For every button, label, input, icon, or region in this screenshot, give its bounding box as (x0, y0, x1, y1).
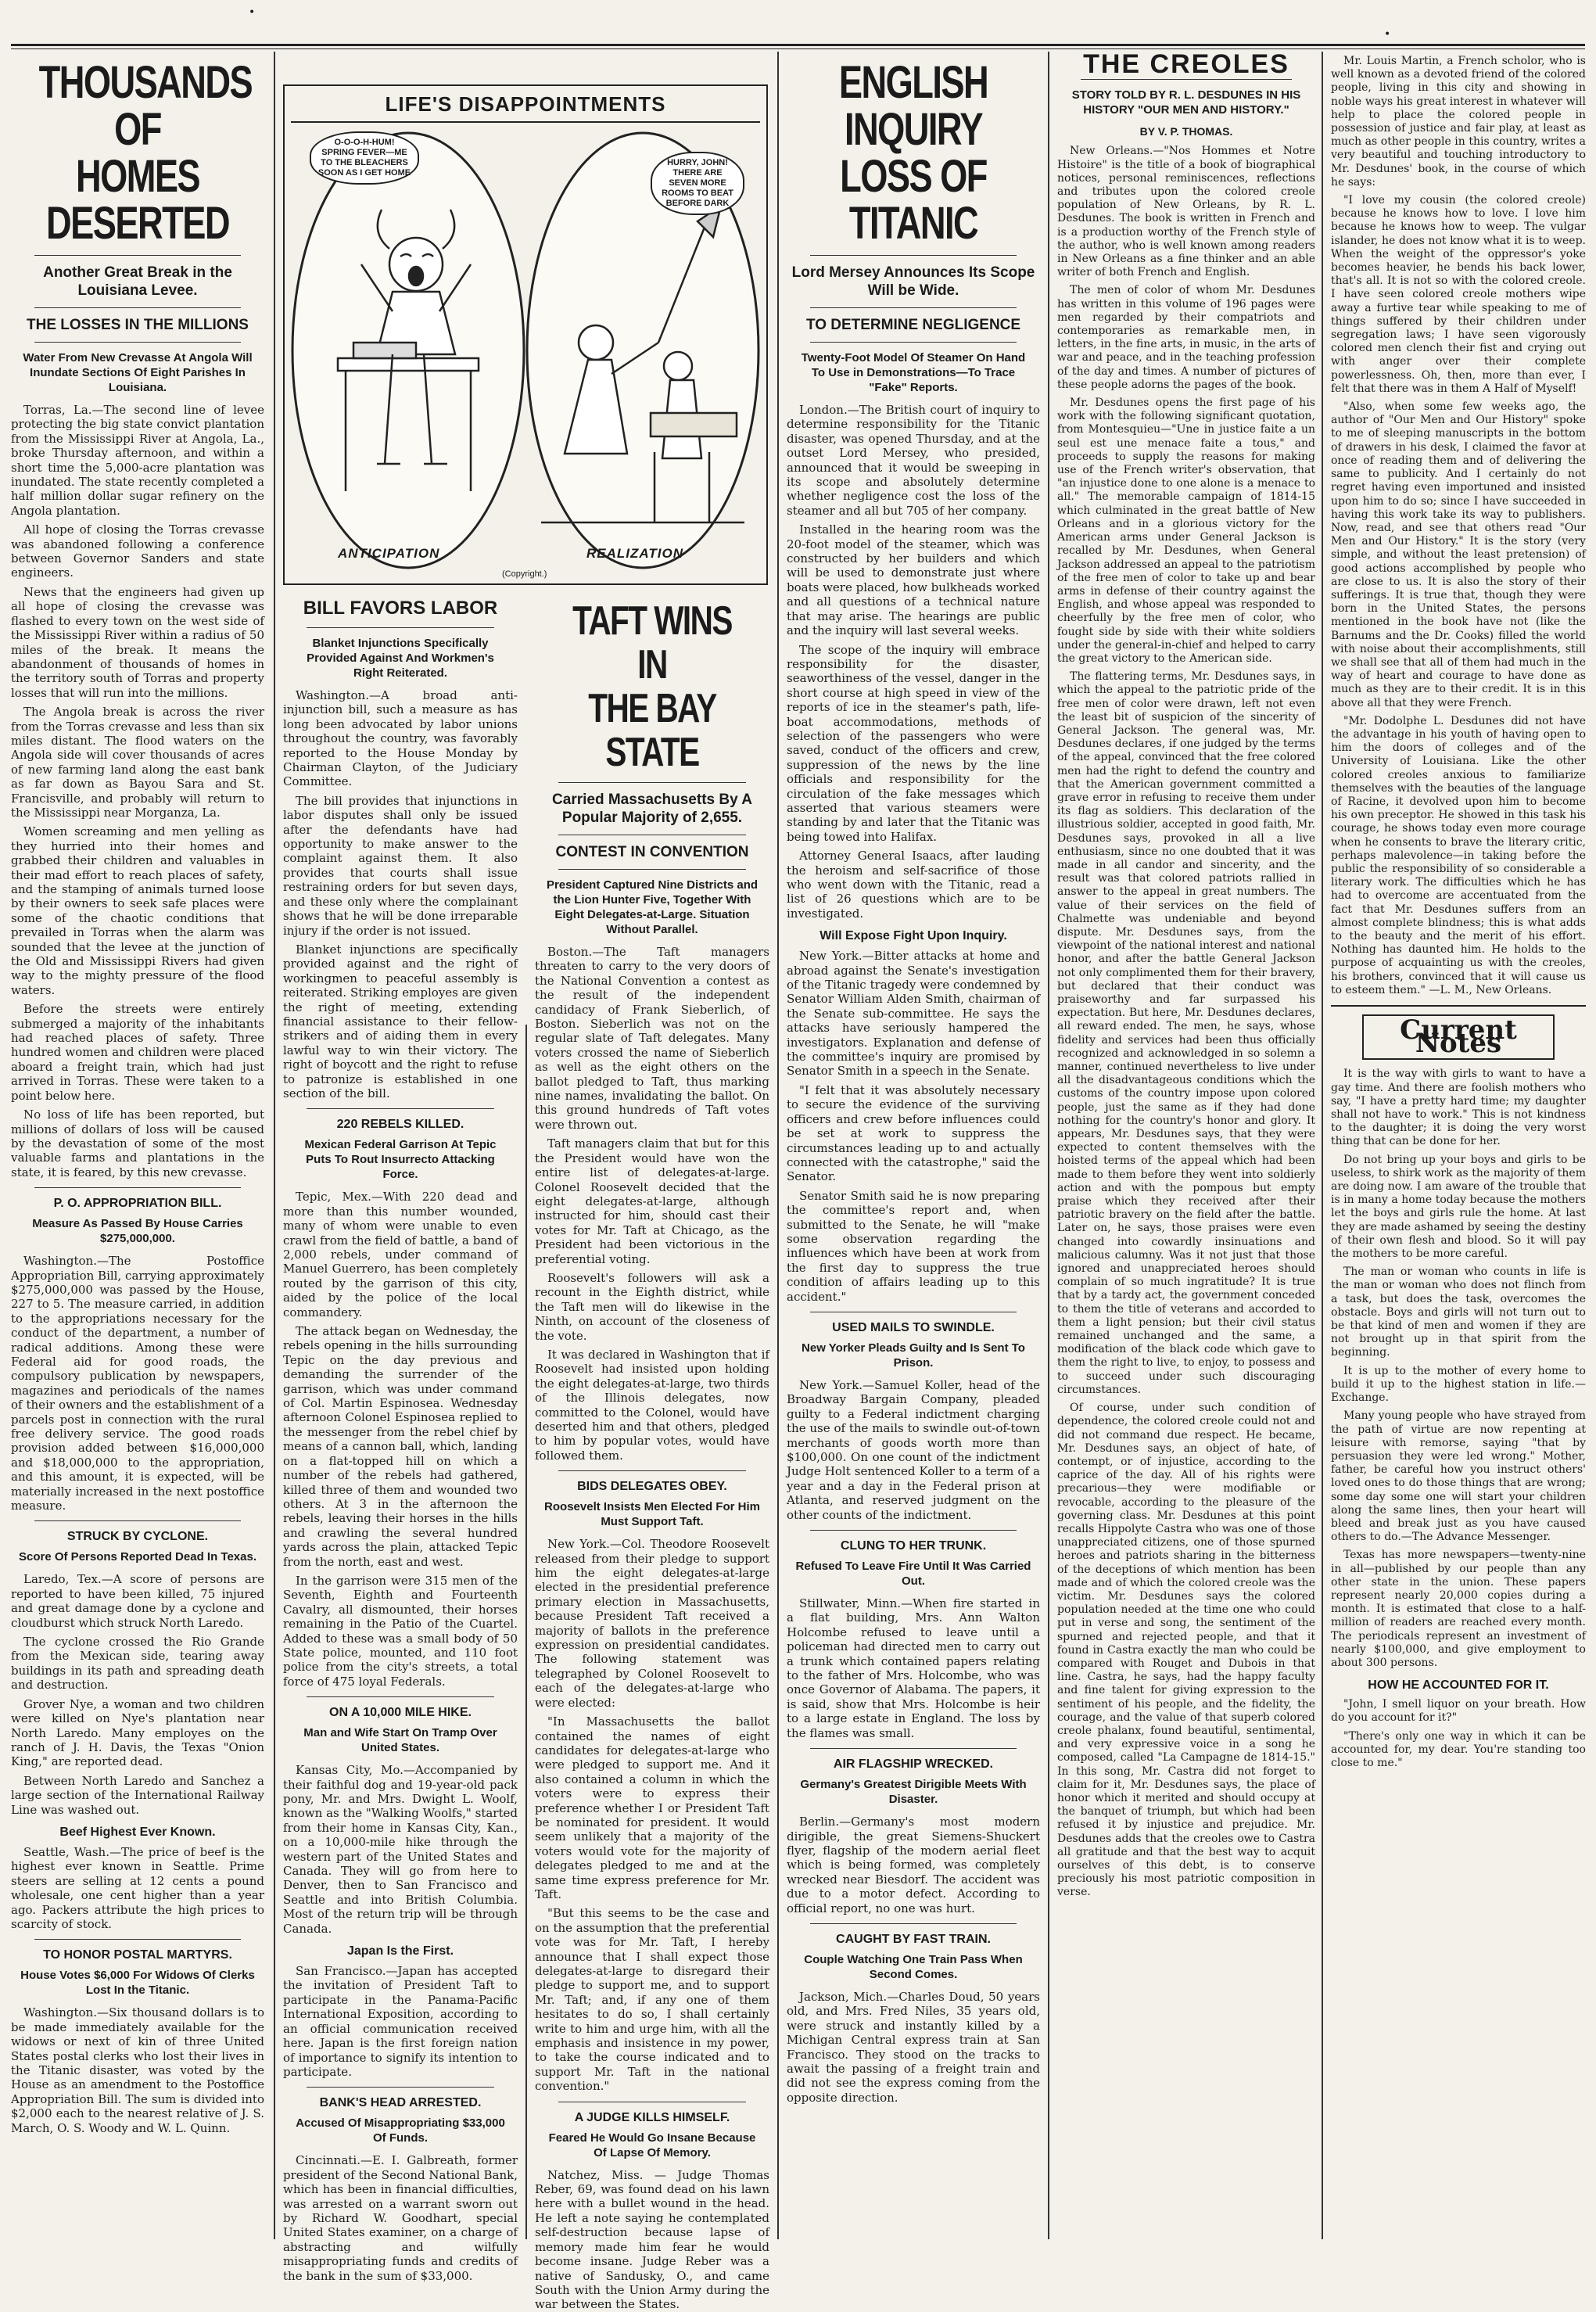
headline-bill-favors-labor: BILL FAVORS LABOR (303, 598, 498, 619)
paragraph: No loss of life has been reported, but millions of dollars of loss will be caused by the devastation of some of the most valuable farms and plantations in the state, it is feared, by this new crevasse. (11, 1108, 264, 1179)
paragraph: Cincinnati.—E. I. Galbreath, former president of the Second National Bank, which has been in financial difficulties, was arrested on a warrant sworn out by Richard W. Goodhart, special United States examiner, on a charge of abstracting and wilfully misappropriating funds and credits of the bank in the sum of $33,000. (283, 2153, 518, 2283)
column-divider (777, 52, 779, 2239)
paragraph: New York.—Bitter attacks at home and abroad against the Senate's investigation of the Titanic tragedy were condemned by Senator William Alden Smith, chairman of the Senate sub-committee. He says the attacks have seriously hampered the investigators. Explanation and defense of the committee's inquiry are promised by Senator Smith in a speech in the Senate. (787, 949, 1040, 1079)
deck-massachusetts: Carried Massachusetts By A Popular Majority of 2,655. (552, 792, 752, 826)
paragraph: In the garrison were 315 men of the Seventh, Eighth and Fourteenth Cavalry, all dismounted, their horses remaining in the Patio of the Cuartel. Added to these was a small body of 50 State police, mounted, and 110 foot police from the city's streets, a total force of 475 loyal Federals. (283, 1573, 518, 1689)
current-notes-title: Current Notes (1362, 1014, 1555, 1060)
deck-model: Twenty-Foot Model Of Steamer On Hand To Use in Demonstrations—To Trace "Fake" Reports. (801, 351, 1026, 394)
story-headline: A JUDGE KILLS HIMSELF. (574, 2110, 730, 2124)
paragraph: It is up to the mother of every home to build it up to the highest station in life.—Exchange. (1331, 1364, 1586, 1405)
paragraph: Blanket injunctions are specifically provided against and the right of workingmen to peaceful assembly is reiterated. Striking employes are given the right of meeting, extending financial assistance to their fellow-strikers and of aiding them in every lawful way to win their victory. The right of boycott and the right to refuse to patronize is established in one section of the bill. (283, 942, 518, 1100)
story-deck: Blanket Injunctions Specifically Provided Against And Workmen's Right Reiterated. (307, 637, 494, 680)
paragraph: Taft managers claim that but for this the President would have won the entire list of delegates-at-large. Colonel Roosevelt decided that the eight delegates-at-large, although instructed for him, should cast their votes for Mr. Taft at Chicago, as the President had been victorious in the preferential voting. (535, 1136, 769, 1266)
paragraph: The scope of the inquiry will embrace responsibility for the disaster, seaworthiness of the vessel, danger in the short course at high speed in view of the reports of ice in the steamer's path, life-boat accommodations, methods of selection of the passengers who were saved, conduct of the officers and crew, suppression of the news by the line officials and responsibility for the circulation of the fake messages which asserted that various steamers were standing by and later that the Titanic was being towed into Halifax. (787, 642, 1040, 844)
column-divider (1048, 52, 1049, 2239)
headline-taft-wins: TAFT WINS IN THE BAY STATE (572, 598, 732, 775)
paragraph: Senator Smith said he is now preparing the committee's report and, when submitted to the Senate, he will "make some observation regarding the influences which have been at work from the first day to suppress the true condition of affairs leading up to this accident." (787, 1188, 1040, 1304)
paragraph: Roosevelt's followers will ask a recount in the Eighth district, while the Taft men will do likewise in the Ninth, on account of the closeness of the vote. (535, 1270, 769, 1343)
paragraph: Kansas City, Mo.—Accompanied by their faithful dog and 19-year-old pack pony, Mr. and Mrs. Dwight L. Woolf, known as the "Walking Woolfs," started from their home in Kansas City, Kan., on a 10,000-mile hike through the western part of the United States and Canada. They will go from here to Denver, then to San Francisco and Seattle and into British Columbia. Most of the return trip will be through Canada. (283, 1763, 518, 1936)
paragraph: New York.—Samuel Koller, head of the Broadway Bargain Company, pleaded guilty to a Federal indictment charging the use of the mails to swindle out-of-town merchants of goods worth more than $100,000. On one count of the indictment Judge Holt sentenced Koller to a term of a year and a day in the Federal prison at Atlanta, and reserved judgment on the other counts of the indictment. (787, 1377, 1040, 1522)
story-deck: Couple Watching One Train Pass When Second Comes. (804, 1952, 1023, 1981)
story-deck: Germany's Greatest Dirigible Meets With Disaster. (800, 1778, 1027, 1807)
paragraph: News that the engineers had given up all hope of closing the crevasse was flashed to every town on the west side of the Mississippi River within a radius of 50 miles of the break. It means the abandonment of thousands of homes in the territory south of Torras and property losses that will run into the millions. (11, 584, 264, 700)
story-headline: CAUGHT BY FAST TRAIN. (836, 1932, 991, 1946)
paragraph: "Also, when some few weeks ago, the author of "Our Men and Our History" spoke to me of sleeping manuscripts in the bottom of drawers in his desk, I claimed the favor at once of reading them and of delivering the same to publicity. And I certainly do not regret having even importuned and insisted upon him to do so; since I have succeeded in having this work take its way to publishers. Now, read, and see that others read "Our Men and Our History." It is the story (very simple, and without the least pretension) of good actions accomplished by people who are close to us. It is also the story of their sufferings. It is true that, though they were born in the United States, the persons mentioned in the book have not (like the Barnums and the Dr. Cooks) filled the world with noise about their accomplishments, still we shall see that all of them had much in the way of heart and courage to have done as much as they are to their credit. It is in this above all that they were French. (1331, 400, 1586, 709)
deck-levee-break: Another Great Break in the Louisiana Levee. (43, 264, 232, 299)
cartoon-lifes-disappointments (283, 84, 768, 585)
paragraph: The cyclone crossed the Rio Grande from the Mexican side, tearing away buildings in its path and spreading death and destruction. (11, 1635, 264, 1693)
story-deck: Feared He Would Go Insane Because Of Lapse Of Memory. (548, 2131, 756, 2159)
column-divider (1322, 52, 1323, 2239)
story-deck: Mexican Federal Garrison At Tepic Puts To Rout Insurrecto Attacking Force. (304, 1138, 497, 1182)
paragraph: San Francisco.—Japan has accepted the invitation of President Taft to participate in the Panama-Pacific International Exposition, according to an official communication received here. Japan is the first foreign nation of importance to signify its intention to participate. (283, 1964, 518, 2079)
story-deck: House Votes $6,000 For Widows Of Clerks Lost In the Titanic. (20, 1969, 255, 1998)
paragraph: It is the way with girls to want to have a gay time. And there are foolish mothers who say, "I have a pretty hard time; my daughter shall not have to work." This is not kindness to the daughter; it is doing the very worst thing that can be done for her. (1331, 1068, 1586, 1148)
paragraph: Women screaming and men yelling as they hurried into their homes and grabbed their children and valuables in their mad effort to reach places of safety, and the stamping of animals turned loose by their owners to seek safe places were some of the chaotic conditions that prevailed in Torras when the alarm was sounded that the levee at the junction of the Old and Mississippi Rivers had given way to the mighty pressure of the flood waters. (11, 824, 264, 997)
story-headline: USED MAILS TO SWINDLE. (832, 1320, 995, 1334)
deck-losses: THE LOSSES IN THE MILLIONS (27, 317, 249, 333)
story-headline: TO HONOR POSTAL MARTYRS. (43, 1948, 232, 1962)
paragraph: "I felt that it was absolutely necessary to secure the evidence of the surviving officers and crew before influences could be set at work to suppress the circumstances leading up to and actually connected with the catastrophe," said the Senator. (787, 1082, 1040, 1184)
paragraph: Grover Nye, a woman and two children were killed on Nye's plantation near North Laredo. Many employes on the ranch of J. H. Davis, the Texas "Onion King," are reported dead. (11, 1696, 264, 1769)
paragraph: The bill provides that injunctions in labor disputes shall only be issued after the defendants have had opportunity to make answer to the complaint against them. It also provides that courts shall issue restraining orders for but seven days, and these only where the complainant shows that he will be done irreparable injury if the order is not issued. (283, 793, 518, 938)
story-headline: STRUCK BY CYCLONE. (66, 1530, 209, 1544)
paragraph: The flattering terms, Mr. Desdunes says, in which the appeal to the patriotic pride of the free men of color were drawn, left not even the least bit of suspicion of the sincerity of General Jackson. The general was, Mr. Desdunes declares, if one judged by the terms of the appeal, convinced that the free colored men had the right to defend the country and that the American government committed a grave error in refusing to receive them under its flag as soldiers. This declaration of the illustrious soldier, accepted in good faith, Mr. Desdunes says, provoked in all a live enthusiasm, since no one doubted that it was made in all candor and sincerity, and the result was that colored patriots rallied in answer to the appeal in great numbers. The value of their services on the field of Chalmette was undeniable and beyond dispute. Mr. Desdunes says, from the viewpoint of the national interest and national honor, and after the battle General Jackson not only complimented them for their bravery, but declared that their conduct was praiseworthy and far surpassed his expectation. But here, Mr. Desdunes declares, all reward ended. The men, he says, whose fidelity and services had been thus officially recognized and acknowledged in so solemn a manner, continued nevertheless to live under all the disadvantageous conditions which the customs of the country impose upon colored people, just the same as if they had done nothing for the country's honor and glory. It appears, Mr. Desdunes says, that they were expected to content themselves with the hoisted terms of the appeal which had been made to them before they went into soldierly action and with the pompous but empty praise which they received after their patriotic bravery on the field after the battle. Later on, he says, those praises were even changed into cowardly insinuations and malicious calumny. Was it not just that those ignored and unappreciated heroes should complain of so much ingratitude? It is true that by a tardy act, the government conceded to them the title of veterans and accorded to them a light pension; but their civil status remained unchanged and the same, a modification of the black code which gave to them the right to live, to enjoy, to possess and to succeed under such discouraging circumstances. (1057, 670, 1315, 1396)
paragraph: The attack began on Wednesday, the rebels opening in the hills surrounding Tepic on the day previous and demanding the surrender of the garrison, which was under command of Col. Martin Espinosea. Wednesday afternoon Colonel Espinosea replied to the messenger from the rebel chief by means of a cannon ball, which, landing on a flat-topped hill on which a number of the rebels had gathered, killed three of them and wounded two others. At 3 in the afternoon the rebels, leaving their horses in the hills and crawling the several hundred yards across the plain, attacked Tepic from the north, east and west. (283, 1324, 518, 1569)
paragraph: Berlin.—Germany's most modern dirigible, the great Siemens-Shuckert flyer, flagship of the modern aerial fleet which is being formed, was completely wrecked near Biesdorf. The accident was due to a motor defect. According to official report, no one was hurt. (787, 1815, 1040, 1915)
paragraph: The Angola break is across the river from the Torras crevasse and less than six miles distant. The flood waters on the Angola side will cover thousands of acres of new farming land along the east bank as far down as Bayou Sara and St. Francisville, and probably will return to the Mississippi near Morganza, La. (11, 705, 264, 820)
column-4 (787, 55, 1040, 2239)
deck-districts: President Captured Nine Districts and the Lion Hunter Five, Together With Eight Delegates-at-Large. Situation Without Parallel. (546, 878, 759, 936)
deck-contest: CONTEST IN CONVENTION (555, 844, 749, 860)
column-divider (274, 52, 275, 2239)
paragraph: Torras, La.—The second line of levee protecting the big state convict plantation from the Mississippi River at Angola, La., broke Thursday afternoon, and within a short time the 5,000-acre plantation was inundated. The state recently completed a half million dollar sugar refinery on the Angola plantation. (11, 403, 264, 518)
paragraph: Washington.—A broad anti-injunction bill, such a measure as has long been advocated by labor unions throughout the country, was favorably reported to the House Monday by Chairman Clayton, of the Judiciary Committee. (283, 688, 518, 789)
paragraph: Between North Laredo and Sanchez a large section of the International Railway Line was washed out. (11, 1773, 264, 1817)
page-mark-left: • (249, 6, 256, 19)
story-deck: Accused Of Misappropriating $33,000 Of Funds. (296, 2116, 505, 2145)
top-rule-thin (11, 48, 1585, 49)
paragraph: Mr. Louis Martin, a French scholor, who is well known as a devoted friend of the colored people, living in this city and showing in noble ways his great interest in whatever will help to place the colored people in possession of justice and fair play, at least as much as other people in this country, writes a very beautiful and touching introductory to Mr. Desdunes' book, in the course of which he says: (1331, 55, 1586, 188)
paragraph: Laredo, Tex.—A score of persons are reported to have been killed, 75 injured and great damage done by a cyclone and cloudburst which struck North Laredo. (11, 1572, 264, 1630)
paragraph: Washington.—Six thousand dollars is to be made immediately available for the widows or next of kin of three United States postal clerks who lost their lives in the Titanic disaster, was voted by the House as an amendment to the Postoffice Appropriation Bill. The sum is divided into $2,000 each to the nearest relative of J. S. March, O. S. Woody and W. L. Quinn. (11, 2005, 264, 2135)
paragraph: Texas has more newspapers—twenty-nine in all—published by our people than any other state in the union. These papers represent nearly 20,000 copies during a month. It is estimated that close to a half-million of readers are reached every month. The periodicals represent an investment of nearly $100,000, and give employment to about 300 persons. (1331, 1549, 1586, 1669)
paragraph: "There's only one way in which it can be accounted for, my dear. You're standing too close to me." (1331, 1729, 1586, 1769)
paragraph: The men of color of whom Mr. Desdunes has written in this volume of 196 pages were men regarded by their compatriots and contemporaries as remarkable men, in letters, in the fine arts, in music, in the arts of war and peace, and in the teaching profession of the day and times. A number of pictures of these people adorns the pages of the book. (1057, 284, 1315, 391)
paragraph: The man or woman who counts in life is the man or woman who does not flinch from a task, but does the task, overcomes the obstacle. Boys and girls will not turn out to be that kind of men and women if they are not brought up in that spirit from the beginning. (1331, 1265, 1586, 1359)
column-1 (11, 55, 264, 2239)
story-deck: Refused To Leave Fire Until It Was Carried Out. (795, 1560, 1031, 1589)
story-headline: Japan Is the First. (346, 1944, 454, 1958)
paragraph: "In Massachusetts the ballot contained the names of eight candidates for delegates-at-large who were pledged to support me. And it also contained a column in which the voters were to express their preference whether I or President Taft be nominated for president. It would seem unlikely that a majority of the voters would vote for the majority of delegates pledged to me and at the same time express preference for Mr. Taft. (535, 1714, 769, 1901)
headline-english-inquiry: ENGLISH INQUIRY LOSS OF TITANIC (838, 57, 988, 249)
paragraph: Many young people who have strayed from the path of virtue are now repenting at leisure with remorse, saying "that by persuasion they were led wrong." Mother, father, be careful how you instruct others' loved ones to do those things that are wrong; some day some one will start your children along the same lines, then your heart will bleed and break just as you have caused others to do.—The Advance Messenger. (1331, 1409, 1586, 1544)
page-mark-right: • (1384, 28, 1391, 41)
caption-anticipation: ANTICIPATION (338, 546, 440, 561)
story-deck: Roosevelt Insists Men Elected For Him Must Support Taft. (544, 1500, 760, 1529)
copyright-notice: (Copyright.) (502, 569, 547, 579)
story-headline: AIR FLAGSHIP WRECKED. (833, 1757, 994, 1772)
cartoon-title: LIFE'S DISAPPOINTMENTS (385, 92, 666, 116)
paragraph: Tepic, Mex.—With 220 dead and more than this number wounded, many of whom were unable to even crawl from the field of battle, a band of 2,000 rebels, under command of Manuel Guerrero, has been completely routed by the garrison of this city, aided by the police of the local commandery. (283, 1190, 518, 1319)
paragraph: Seattle, Wash.—The price of beef is the highest ever known in Seattle. Prime steers are selling at 12 cents a pound wholesale, one cent higher than a year ago. Packers attribute the high prices to scarcity of stock. (11, 1844, 264, 1931)
paragraph: Mr. Desdunes opens the first page of his work with the following significant quotation, from Montesquieu—"Une in justice faite a un seul est une menace faite a tous," and proceeds to supply the reasons for making use of the French writer's observation, that "an injustice done to one alone is a menace to all." The memorable campaign of 1814-15 which culminated in the great battle of New Orleans and in a glorious victory for the American arms under General Jackson is recalled by Mr. Desdunes, when General Jackson addressed an appeal to the patriotism of the free men of color to take up and bear arms in defense of their country against the English, and whose appeal was responded to cheerfully by the free men of color, who fought side by side with their white soldiers under the general-in-chief and helped to carry the great victory to the American side. (1057, 397, 1315, 665)
paragraph: New Orleans.—"Nos Hommes et Notre Histoire" is the title of a book of biographical notices, personal reminiscences, reflections and tributes upon the colored creole population of New Orleans, by R. L. Desdunes. The book is written in French and is a production worthy of the French style of the author, who is well known among readers in New Orleans as a fine thinker and an able writer of both French and English. (1057, 145, 1315, 279)
paragraph: Installed in the hearing room was the 20-foot model of the steamer, which was constructed by her builders and which will be used to demonstrate just where boats were placed, how bulkheads worked and all questions of a technical nature that may arise. The hearings are public and the inquiry will last several weeks. (787, 522, 1040, 638)
column-2 (283, 594, 518, 2283)
byline: BY V. P. THOMAS. (1139, 125, 1233, 138)
deck-crevasse: Water From New Crevasse At Angola Will Inundate Sections Of Eight Parishes In Louisiana. (23, 351, 253, 394)
story-headline: P. O. APPROPRIATION BILL. (53, 1197, 222, 1211)
paragraph: Do not bring up your boys and girls to be useless, to shirk work as the majority of them are doing now. I am aware of the trouble that is in many a home today because the mothers let the boys and girls rule the home. At last they are made ashamed by seeing the destiny of their own flesh and blood. So it will pay the mothers to be more careful. (1331, 1153, 1586, 1261)
story-headline: HOW HE ACCOUNTED FOR IT. (1368, 1678, 1549, 1693)
column-5 (1057, 49, 1315, 2239)
paragraph: "I love my cousin (the colored creole) because he knows how to love. I love him because he knows how to weep. The vulgar islander, he does not know what it is to weep. When the weight of the oppressor's yoke becomes heavier, he bends his back lower, that's all. It is not so with the colored creole. I have seen colored creole mothers wipe away a furtive tear while speaking to me of things suffered by their children under segregation laws; I have seen vigorously colored men clench their fist and crying out with anger over their complete powerlessness. Oh, then, more than ever, I felt that there was in them A Half of Myself! (1331, 194, 1586, 395)
column-divider (525, 1025, 527, 2239)
paragraph: Washington.—The Postoffice Appropriation Bill, carrying approximately $275,000,000 was passed by the House, 227 to 5. The measure carried, in addition to the appropriations necessary for the conduct of the department, a number of radical additions. Among these were Federal aid for good roads, the compulsory publication by newspapers, magazines and periodicals of the names of their owners and the establishment of a parcels post in connection with the rural free delivery service. The good roads provision added between $16,000,000 and $18,000,000 to the appropriation, and this amount, it is expected, will be materially increased in the next postoffice measure. (11, 1254, 264, 1513)
paragraph: Of course, under such condition of dependence, the colored creole could not and did not command due respect. He became, Mr. Desdunes says, an object of hate, of contempt, or of injustice, according to the caprice of the day. All of his rights were precarious—they were modifiable or revocable, according to the pleasure of the governing class. Mr. Desdunes at this point recalls Hippolyte Castra who was one of those unappreciated citizens, one of those spurned heroes and patriots sharing in the bitterness of the deceptions of which mention has been made and of which the colored creole was the victim. Mr. Desdunes says the colored population needed at the time one who could put in verse and song, the sentiment of the spurned and rejected people, and that it found in Castra exactly the man who could be compared with Rouget and Dubois in that line. Castra, he says, had the happy faculty and fine talent for giving expression to the sentiment of his people, and the fidelity, the courage, and the value of that superb colored creole phalanx, found beautiful, sentimental, and very expressive voice in a song he composed, called "La Campagne de 1814-15." In this song, Mr. Castra did not forget to claim for it, Mr. Desdunes says, the place of honor which it merited and should occupy at the banquet of triumph, but which had been refused it by injustice and prejudice. Mr. Desdunes adds that the creoles owe to Castra all gratitude and that the best way to acquit ourselves of this debt, is to conserve preciously his most patriotic composition in verse. (1057, 1402, 1315, 1899)
story-deck: Man and Wife Start On Tramp Over United States. (303, 1726, 497, 1755)
paragraph: London.—The British court of inquiry to determine responsibility for the Titanic disaster, was opened Thursday, and at the outset Lord Mersey, who presided, announced that it would be sweeping in its scope and absolutely determine whether negligence cost the loss of the steamer and all but 705 of her company. (787, 403, 1040, 518)
story-headline: BANK'S HEAD ARRESTED. (319, 2096, 482, 2110)
paragraph: Boston.—The Taft managers threaten to carry to the very doors of the National Convention a contest as the result of the independent candidacy of Frank Sieberlich, of Boston. Sieberlich was not on the regular slate of Taft delegates. Many voters crossed the name of Sieberlich as well as the eight others on the ballot pledged to Taft, thus marking nine names, invalidating the ballot. On this ground hundreds of Taft votes were thrown out. (535, 945, 769, 1132)
paragraph: "Mr. Dodolphe L. Desdunes did not have the advantage in his youth of having open to him the doors of colleges and of the University of Louisiana. Like the other colored creoles anxious to familiarize themselves with the beauties of the language of Racine, it devolved upon him to become his own preceptor. He showed in this task his courage, he shows today even more courage when he consents to brave the literary critic, perhaps malevolence—in taking before the public the responsibility of so considerable a literary work. The difficulties which he has had to overcome are accentuated from the fact that Mr. Desdunes suffers from an almost complete blindness; this is what adds to the beauty and the merit of his effort. Nothing has daunted him. He holds to the purpose of acquainting us with the creoles, his brothers, convinced that it will cause us to esteem them." —L. M., New Orleans. (1331, 714, 1586, 996)
paragraph: New York.—Col. Theodore Roosevelt released from their pledge to support him the eight delegates-at-large elected in the presidential preference primary election in Massachusetts, because President Taft received a majority of ballots in the preference expression on presidential candidates. The following statement was telegraphed by Colonel Roosevelt to each of the delegates-at-large who were elected: (535, 1537, 769, 1710)
paragraph: Jackson, Mich.—Charles Doud, 50 years old, and Mrs. Fred Niles, 35 years old, were struck and instantly killed by a Michigan Central express train at San Francisco. They stood on the tracks to await the passing of a freight train and did not see the express coming from the opposite direction. (787, 1989, 1040, 2105)
paragraph: "But this seems to be the case and on the assumption that the preferential vote was for Mr. Taft, I hereby announce that I shall expect those delegates-at-large to disregard their pledge to support me, and to support Mr. Taft; and, if any one of them hesitates to do so, I shall certainly write to him and urge him, with all the emphasis and insistence in my power, to take the course indicated and to support Mr. Taft in the national convention." (535, 1906, 770, 2094)
story-headline: Will Expose Fight Upon Inquiry. (820, 929, 1007, 943)
paragraph: Attorney General Isaacs, after lauding the heroism and self-sacrifice of those who went down with the Titanic, read a list of 26 questions which are to be investigated. (787, 849, 1040, 921)
story-headline: BIDS DELEGATES OBEY. (577, 1480, 727, 1494)
deck-lord-mersey: Lord Mersey Announces Its Scope Will be Wide. (791, 264, 1035, 299)
paragraph: Stillwater, Minn.—When fire started in a flat building, Mrs. Ann Walton Holcombe refused to leave until a policeman had directed men to carry out a trunk which contained papers relating to the father of Mrs. Holcombe, who was once Governor of Alabama. The papers, it is said, show that Mrs. Holcombe is heir to a large estate in England. The loss by the flames was small. (787, 1596, 1040, 1740)
caption-realization: REALIZATION (586, 546, 684, 561)
speech-balloon-right: HURRY, JOHN! THERE ARE SEVEN MORE ROOMS TO BEAT BEFORE DARK (651, 152, 744, 215)
story-headline: 220 REBELS KILLED. (336, 1118, 464, 1132)
deck-creoles: STORY TOLD BY R. L. DESDUNES IN HIS HISTORY "OUR MEN AND HISTORY." (1071, 88, 1301, 117)
story-headline: CLUNG TO HER TRUNK. (840, 1539, 987, 1553)
headline-the-creoles: THE CREOLES (1083, 49, 1289, 79)
top-rule (11, 44, 1585, 46)
paragraph: It was declared in Washington that if Roosevelt had insisted upon holding the eight delegates-at-large, two thirds of the Illinois delegates, now committed to the Colonel, would have deserted him and that others, pledged to him by popular votes, would have followed them. (535, 1347, 769, 1463)
column-6 (1331, 55, 1586, 2239)
deck-negligence: TO DETERMINE NEGLIGENCE (805, 317, 1021, 333)
paragraph: Natchez, Miss. — Judge Thomas Reber, 69, was found dead on his lawn here with a bullet wound in the head. He left a note saying he contemplated self-destruction because lapse of memory made him fear he would become insane. Judge Reber was a native of Sandusky, O., and came South with the Union Army during the war between the States. (535, 2167, 769, 2312)
story-deck: Measure As Passed By House Carries $275,000,000. (32, 1217, 243, 1246)
paragraph: All hope of closing the Torras crevasse was abandoned following a conference between Governor Sanders and state engineers. (11, 522, 264, 580)
paragraph: "John, I smell liquor on your breath. How do you account for it?" (1331, 1698, 1586, 1725)
story-deck: Score Of Persons Reported Dead In Texas. (19, 1550, 256, 1564)
story-deck: New Yorker Pleads Guilty and Is Sent To Prison. (802, 1341, 1025, 1370)
article-body (11, 403, 264, 1179)
column-3 (535, 594, 770, 2312)
paragraph: Before the streets were entirely submerged a majority of the inhabitants had reached places of safety. Three hundred women and children were placed aboard a freight train, which had just arrived in Torras. These were taken to a point below here. (11, 1002, 264, 1103)
story-headline: ON A 10,000 MILE HIKE. (329, 1706, 472, 1720)
speech-balloon-left: O-O-O-H-HUM! SPRING FEVER—ME TO THE BLEACHERS SOON AS I GET HOME (310, 131, 419, 185)
story-headline: Beef Highest Ever Known. (59, 1825, 216, 1839)
headline-homes-deserted: THOUSANDS OF HOMES DESERTED (38, 57, 253, 249)
